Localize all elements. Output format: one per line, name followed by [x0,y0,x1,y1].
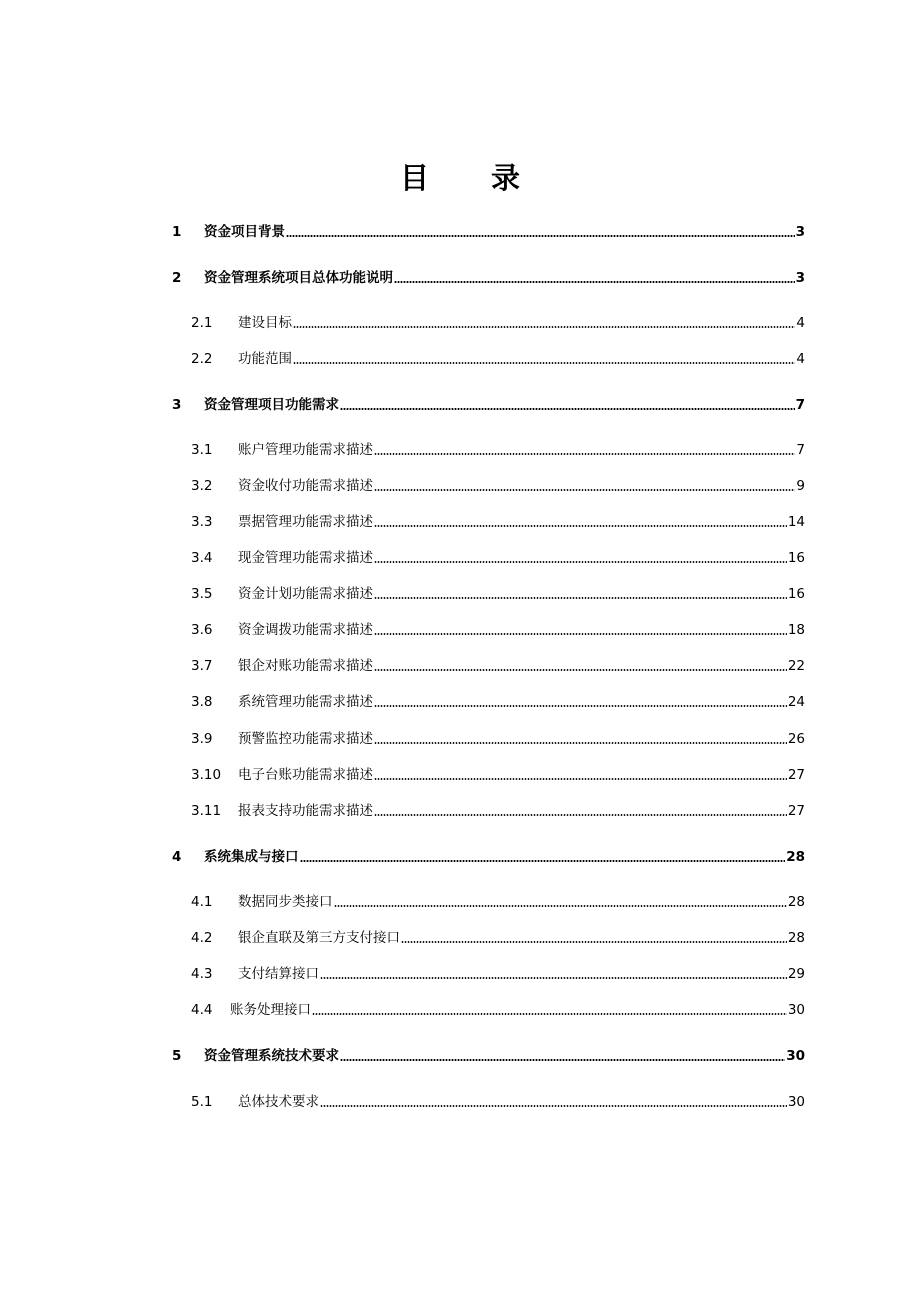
toc-dot-leader [320,1104,787,1108]
toc-entry-number: 3.10 [191,767,222,783]
toc-entry-page: 18 [787,622,805,638]
toc-dot-leader [374,560,787,564]
toc-entry-3-1[interactable] [191,436,805,460]
toc-entry-page: 30 [787,1002,805,1018]
toc-entry-page: 14 [787,514,805,530]
toc-entry-page: 9 [796,478,805,494]
toc-entry-3-8[interactable] [191,688,805,712]
toc-entry-number: 3.6 [191,622,213,638]
toc-dot-leader [394,280,795,284]
toc-entry-title: 票据管理功能需求描述 [238,514,373,530]
toc-entry-page: 7 [795,397,805,413]
toc-entry-3-7[interactable] [191,652,805,676]
toc-dot-leader [374,452,795,456]
toc-entry-number: 5 [172,1048,182,1064]
toc-entry-3-10[interactable] [191,761,805,785]
toc-entry-title: 建设目标 [238,315,292,331]
toc-entry-3-11[interactable] [191,797,805,821]
toc-entry-number: 3.7 [191,658,213,674]
toc-dot-leader [374,741,787,745]
toc-entry-4-2[interactable] [191,924,805,948]
toc-entry-number: 4 [172,849,182,865]
toc-entry-number: 3.8 [191,694,213,710]
toc-entry-4[interactable] [172,843,805,867]
toc-entry-number: 3.1 [191,442,213,458]
toc-entry-2-2[interactable] [191,345,805,369]
toc-entry-title: 账户管理功能需求描述 [238,442,373,458]
toc-entry-number: 3.5 [191,586,213,602]
toc-entry-number: 4.2 [191,930,213,946]
toc-dot-leader [340,1058,785,1062]
toc-dot-leader [374,704,787,708]
toc-entry-title: 资金管理系统技术要求 [204,1048,339,1064]
toc-entry-5-1[interactable] [191,1088,805,1112]
toc-entry-3[interactable] [172,391,805,415]
toc-entry-3-2[interactable] [191,472,805,496]
toc-entry-5[interactable] [172,1042,805,1066]
toc-entry-title: 系统集成与接口 [204,849,299,865]
toc-dot-leader [374,524,787,528]
toc-entry-number: 4.1 [191,894,213,910]
toc-entry-page: 26 [787,731,805,747]
toc-entry-number: 2.2 [191,351,213,367]
toc-entry-1[interactable] [172,218,805,242]
toc-entry-page: 16 [787,550,805,566]
toc-entry-number: 3.3 [191,514,213,530]
toc-entry-3-6[interactable] [191,616,805,640]
toc-entry-title: 资金管理项目功能需求 [204,397,339,413]
toc-entry-title: 资金收付功能需求描述 [238,478,373,494]
toc-entry-page: 7 [796,442,805,458]
toc-dot-leader [374,668,787,672]
toc-dot-leader [293,361,795,365]
toc-entry-page: 24 [787,694,805,710]
toc-entry-page: 28 [787,930,805,946]
toc-dot-leader [374,777,787,781]
toc-entry-title: 银企直联及第三方支付接口 [238,930,400,946]
toc-entry-title: 资金调拨功能需求描述 [238,622,373,638]
toc-dot-leader [401,940,787,944]
toc-entry-number: 3.11 [191,803,222,819]
toc-entry-number: 1 [172,224,182,240]
toc-entry-title: 电子台账功能需求描述 [238,767,373,783]
toc-entry-3-5[interactable] [191,580,805,604]
toc-entry-title: 银企对账功能需求描述 [238,658,373,674]
toc-entry-title: 系统管理功能需求描述 [238,694,373,710]
toc-entry-3-3[interactable] [191,508,805,532]
toc-dot-leader [374,632,787,636]
toc-entry-page: 27 [787,803,805,819]
toc-entry-page: 4 [796,315,805,331]
toc-entry-number: 2.1 [191,315,213,331]
toc-entry-title: 支付结算接口 [238,966,319,982]
toc-entry-title: 账务处理接口 [230,1002,311,1018]
toc-entry-3-9[interactable] [191,725,805,749]
toc-entry-page: 22 [787,658,805,674]
toc-entry-page: 3 [795,270,805,286]
toc-entry-page: 29 [787,966,805,982]
toc-entry-title: 现金管理功能需求描述 [238,550,373,566]
toc-dot-leader [374,813,787,817]
toc-entry-number: 3.9 [191,731,213,747]
toc-entry-number: 2 [172,270,182,286]
toc-entry-2-1[interactable] [191,309,805,333]
toc-entry-title: 资金项目背景 [204,224,285,240]
toc-entry-title: 资金计划功能需求描述 [238,586,373,602]
toc-dot-leader [312,1012,787,1016]
toc-entry-page: 30 [787,1094,805,1110]
toc-entry-number: 4.4 [191,1002,213,1018]
toc-entry-page: 30 [786,1048,805,1064]
toc-entry-number: 3.2 [191,478,213,494]
toc-entry-4-1[interactable] [191,888,805,912]
toc-entry-title: 总体技术要求 [238,1094,319,1110]
toc-entry-number: 4.3 [191,966,213,982]
toc-entry-number: 3.4 [191,550,213,566]
toc-entry-title: 预警监控功能需求描述 [238,731,373,747]
toc-entry-page: 4 [796,351,805,367]
toc-entry-page: 27 [787,767,805,783]
toc-entry-title: 数据同步类接口 [238,894,333,910]
toc-dot-leader [293,325,795,329]
toc-dot-leader [340,407,795,411]
toc-entry-title: 功能范围 [238,351,292,367]
page-title: 目 录 [399,161,547,195]
toc-entry-page: 3 [795,224,805,240]
toc-entry-number: 3 [172,397,182,413]
toc-entry-page: 28 [787,894,805,910]
toc-dot-leader [286,234,795,238]
toc-entry-title: 资金管理系统项目总体功能说明 [204,270,393,286]
toc-entry-2[interactable] [172,264,805,288]
toc-entry-number: 5.1 [191,1094,213,1110]
toc-entry-page: 16 [787,586,805,602]
toc-dot-leader [320,976,787,980]
toc-dot-leader [334,904,787,908]
toc-entry-4-3[interactable] [191,960,805,984]
toc-dot-leader [374,596,787,600]
toc-dot-leader [374,488,795,492]
toc-entry-4-4[interactable] [191,996,805,1020]
toc-entry-page: 28 [786,849,805,865]
toc-entry-3-4[interactable] [191,544,805,568]
toc-entry-title: 报表支持功能需求描述 [238,803,373,819]
toc-dot-leader [300,859,786,863]
